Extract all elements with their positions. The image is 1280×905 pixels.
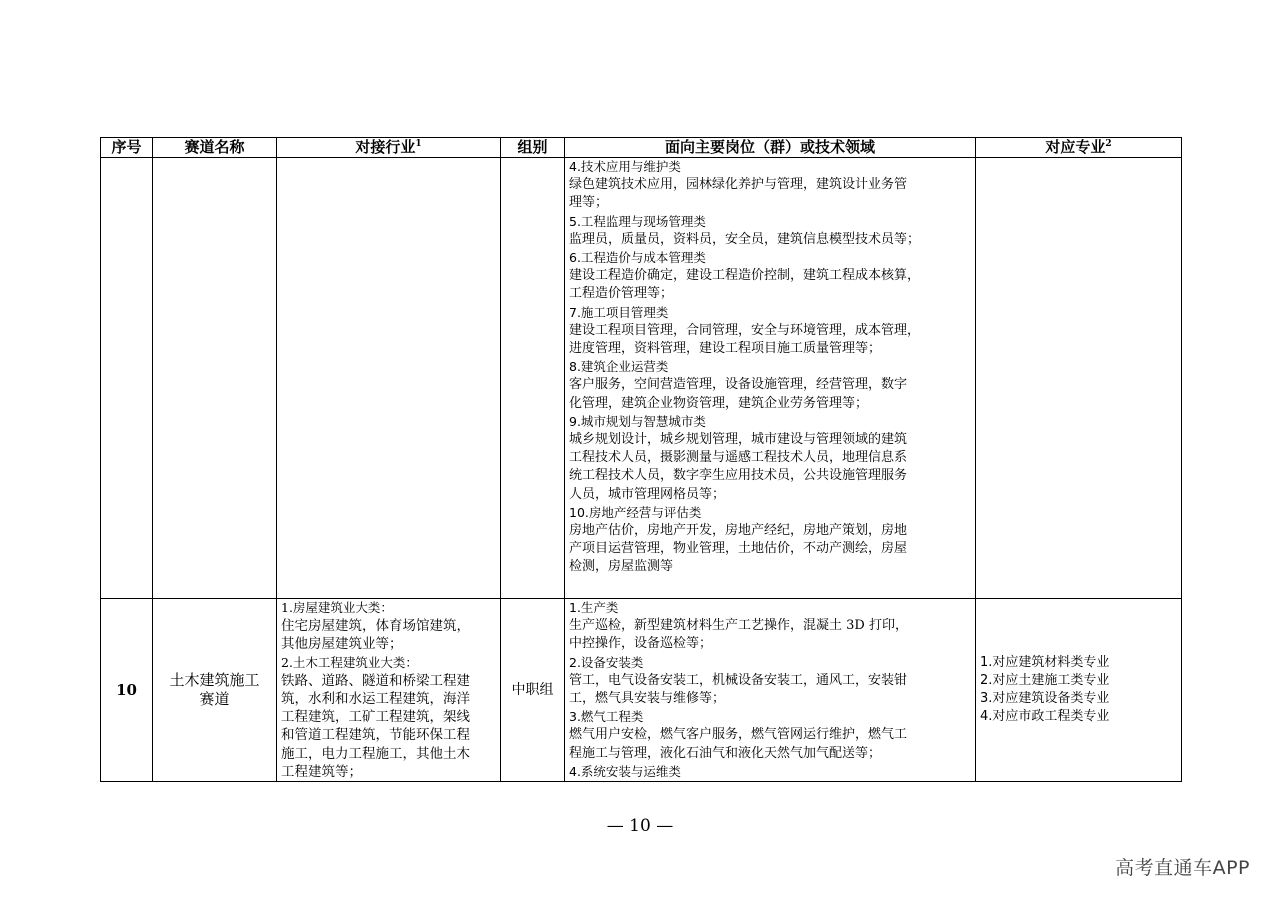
industry-category-text: 住宅房屋建筑，体育场馆建筑， — [281, 618, 470, 635]
header-major-label: 对应专业 — [1045, 138, 1106, 156]
header-track: 赛道名称 — [153, 138, 277, 158]
cell-no: 10 — [101, 599, 153, 782]
position-category-text: 统工程技术人员，数字孪生应用技术员，公共设施管理服务 — [569, 468, 908, 484]
cell-major-empty — [976, 158, 1182, 599]
position-category-title: 2.设备安装类 — [569, 654, 644, 670]
cell-group: 中职组 — [501, 599, 565, 782]
industry-category-text: 施工，电力工程施工，其他土木 — [281, 745, 470, 762]
page-number: — 10 — — [606, 816, 674, 836]
position-category-title: 5.工程监理与现场管理类 — [569, 213, 706, 229]
position-category-title: 1.生产类 — [569, 600, 619, 615]
cell-track — [153, 599, 277, 782]
position-category-title: 6.工程造价与成本管理类 — [569, 250, 706, 266]
position-category-text: 工程造价管理等； — [569, 286, 674, 302]
cell-positions — [565, 599, 976, 782]
table-row-10 — [101, 599, 1182, 782]
table-row-continued — [101, 158, 1182, 599]
position-category-text: 房地产估价，房地产开发，房地产经纪，房地产策划，房地 — [569, 523, 908, 539]
position-category-text: 人员，城市管理网格员等； — [569, 486, 726, 502]
position-category-text: 化管理，建筑企业物资管理，建筑企业劳务管理等； — [569, 395, 869, 411]
position-category-title: 10.房地产经营与评估类 — [569, 504, 702, 520]
position-category-text: 程施工与管理，液化石油气和液化天然气加气配送等； — [569, 745, 882, 761]
competition-table — [100, 137, 1182, 782]
position-category-text: 客户服务，空间营造管理，设备设施管理，经营管理，数字 — [569, 377, 908, 393]
industry-category-text: 铁路、道路、隧道和桥梁工程建 — [281, 672, 470, 689]
major-item: 1.对应建筑材料类专业 — [980, 655, 1110, 671]
cell-track-empty — [153, 158, 277, 599]
position-category-text: 检测，房屋监测等 — [569, 559, 674, 575]
header-positions: 面向主要岗位（群）或技术领域 — [565, 138, 976, 158]
track-name-line1: 土木建筑施工 — [169, 671, 260, 690]
major-item: 4.对应市政工程类专业 — [980, 709, 1110, 725]
industry-category-text: 和管道工程建筑，节能环保工程 — [281, 727, 470, 744]
cell-positions-continued — [565, 158, 976, 599]
position-category-text: 建设工程造价确定，建设工程造价控制，建筑工程成本核算， — [569, 268, 921, 284]
table-header-row — [101, 138, 1182, 158]
header-no: 序号 — [101, 138, 153, 158]
position-category-text: 建设工程项目管理，合同管理，安全与环境管理，成本管理， — [569, 322, 921, 338]
position-category-title: 4.系统安装与运维类 — [569, 763, 681, 779]
position-category-title: 7.施工项目管理类 — [569, 304, 669, 320]
header-industry — [277, 138, 501, 158]
major-item: 2.对应土建施工类专业 — [980, 673, 1110, 689]
position-category-text: 燃气用户安检，燃气客户服务，燃气管网运行维护，燃气工 — [569, 727, 908, 743]
industry-category-text: 工程建筑等； — [281, 763, 362, 780]
industry-category-title: 2.土木工程建筑业大类： — [281, 654, 418, 670]
cell-industry-empty — [277, 158, 501, 599]
position-category-text: 工，燃气具安装与维修等； — [569, 691, 726, 707]
major-item: 3.对应建筑设备类专业 — [980, 691, 1110, 707]
industry-category-title: 1.房屋建筑业大类： — [281, 600, 393, 615]
position-category-text: 中控操作，设备巡检等； — [569, 636, 713, 652]
position-category-text: 管工，电气设备安装工，机械设备安装工，通风工，安装钳 — [569, 672, 908, 688]
header-major-sup: 2 — [1105, 139, 1112, 149]
position-category-text: 生产巡检，新型建筑材料生产工艺操作，混凝土 3D 打印， — [569, 618, 908, 634]
position-category-text: 城乡规划设计，城乡规划管理，城市建设与管理领域的建筑 — [569, 432, 908, 448]
industry-category-text: 其他房屋建筑业等； — [281, 636, 403, 653]
header-group: 组别 — [501, 138, 565, 158]
industry-category-text: 工程建筑，工矿工程建筑，架线 — [281, 709, 470, 726]
position-category-title: 3.燃气工程类 — [569, 709, 644, 725]
header-industry-sup: 1 — [415, 139, 422, 149]
position-category-title: 9.城市规划与智慧城市类 — [569, 413, 706, 429]
header-industry-label: 对接行业 — [355, 138, 416, 156]
position-category-text: 产项目运营管理，物业管理，土地估价，不动产测绘，房屋 — [569, 541, 908, 557]
position-category-text: 进度管理，资料管理，建设工程项目施工质量管理等； — [569, 341, 882, 357]
watermark: 高考直通车APP — [1115, 857, 1250, 879]
cell-industry — [277, 599, 501, 782]
header-major — [976, 138, 1182, 158]
industry-category-text: 筑，水利和水运工程建筑，海洋 — [281, 691, 470, 708]
cell-major — [976, 599, 1182, 782]
track-name-line2: 赛道 — [199, 690, 230, 709]
position-category-title: 4.技术应用与维护类 — [569, 159, 681, 174]
position-category-text: 工程技术人员，摄影测量与遥感工程技术人员，地理信息系 — [569, 450, 908, 466]
position-category-text: 理等； — [569, 195, 609, 211]
position-category-text: 绿色建筑技术应用，园林绿化养护与管理，建筑设计业务管 — [569, 177, 908, 193]
position-category-text: 监理员，质量员，资料员，安全员，建筑信息模型技术员等； — [569, 231, 921, 247]
cell-group-empty — [501, 158, 565, 599]
cell-no-empty — [101, 158, 153, 599]
position-category-title: 8.建筑企业运营类 — [569, 359, 669, 375]
